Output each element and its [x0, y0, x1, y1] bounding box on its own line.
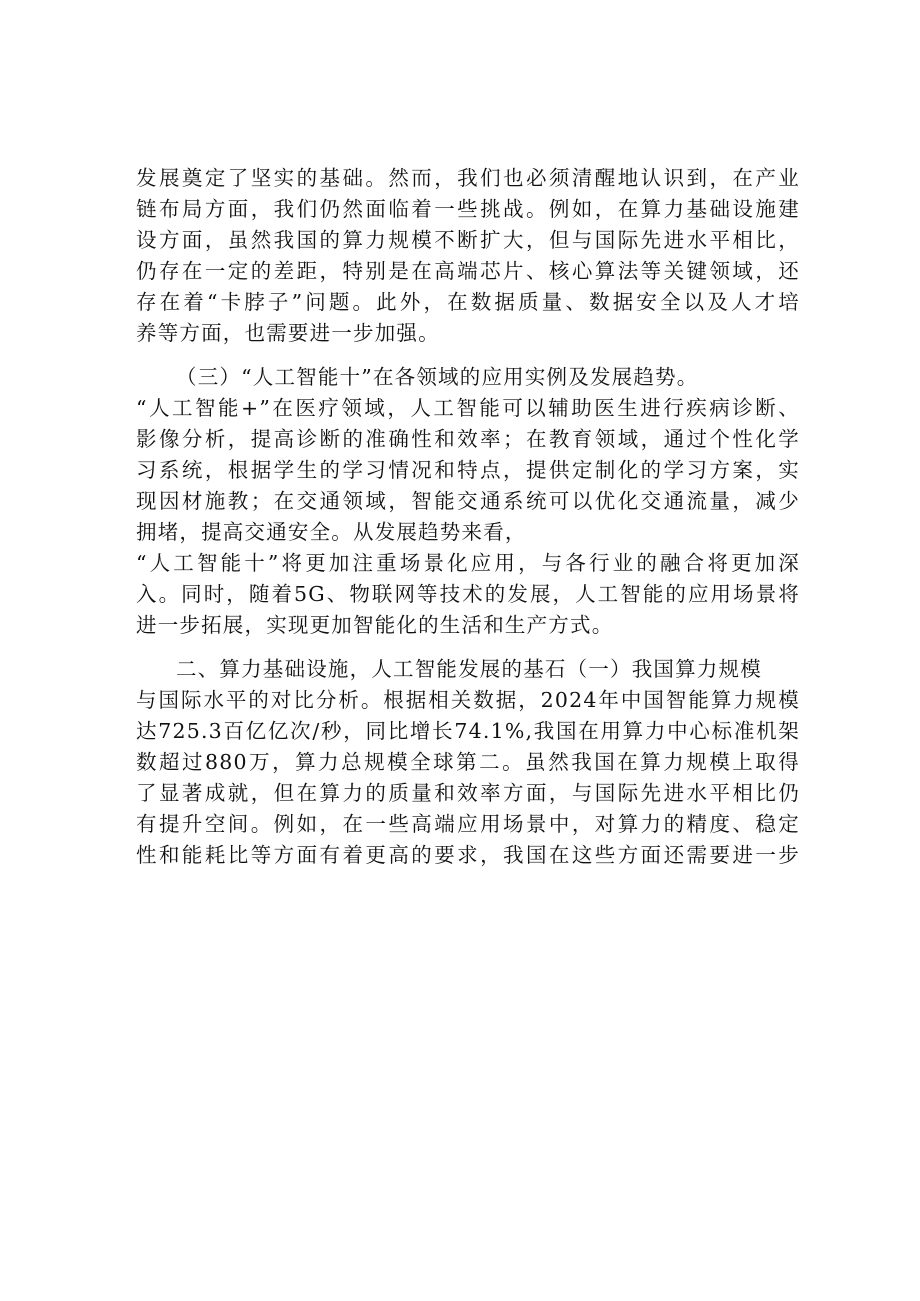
text-line: 习系统，根据学生的学习情况和特点，提供定制化的学习方案，实: [136, 458, 800, 482]
text-line: 链布局方面，我们仍然面临着一些挑战。例如，在算力基础设施建: [136, 197, 800, 221]
text-line: 与国际水平的对比分析。根据相关数据，2024年中国智能算力规模: [136, 688, 800, 712]
text-line: 拥堵，提高交通安全。从发展趋势来看，: [136, 520, 527, 544]
text-line: 影像分析，提高诊断的准确性和效率；在教育领域，通过个性化学: [136, 427, 800, 451]
text-line: 进一步拓展，实现更加智能化的生活和生产方式。: [136, 613, 614, 637]
paragraph-2: [136, 362, 800, 641]
paragraph-gap: [136, 641, 800, 654]
text-line: 有提升空间。例如，在一些高端应用场景中，对算力的精度、稳定: [136, 812, 800, 836]
text-line: 养等方面，也需要进一步加强。: [136, 321, 440, 345]
paragraph-gap: [136, 349, 800, 362]
text-line: 现因材施教；在交通领域，智能交通系统可以优化交通流量，减少: [136, 489, 800, 513]
text-line: 性和能耗比等方面有着更高的要求，我国在这些方面还需要进一步: [136, 843, 800, 867]
text-line: 入。同时，随着5G、物联网等技术的发展，人工智能的应用场景将: [136, 582, 800, 606]
text-line: 发展奠定了坚实的基础。然而，我们也必须清醒地认识到，在产业: [136, 166, 800, 190]
text-line: 数超过880万，算力总规模全球第二。虽然我国在算力规模上取得: [136, 750, 800, 774]
text-line: 达725.3百亿亿次/秒，同比增长74.1%,我国在用算力中心标准机架: [136, 719, 800, 743]
paragraph-3: [136, 654, 800, 871]
text-line: 设方面，虽然我国的算力规模不断扩大，但与国际先进水平相比，: [136, 228, 800, 252]
text-line: “人工智能十”将更加注重场景化应用，与各行业的融合将更加深: [136, 551, 800, 575]
section-heading: （三）“人工智能十”在各领域的应用实例及发展趋势。: [176, 365, 699, 389]
text-line: 存在着“卡脖子”问题。此外，在数据质量、数据安全以及人才培: [136, 290, 800, 314]
text-line: “人工智能+”在医疗领域，人工智能可以辅助医生进行疾病诊断、: [136, 396, 800, 420]
text-line: 仍存在一定的差距，特别是在高端芯片、核心算法等关键领域，还: [136, 259, 800, 283]
text-line: 二、算力基础设施，人工智能发展的基石（一）我国算力规模: [176, 657, 762, 681]
document-body: [136, 163, 800, 871]
paragraph-1: [136, 163, 800, 349]
text-line: 了显著成就，但在算力的质量和效率方面，与国际先进水平相比仍: [136, 781, 800, 805]
